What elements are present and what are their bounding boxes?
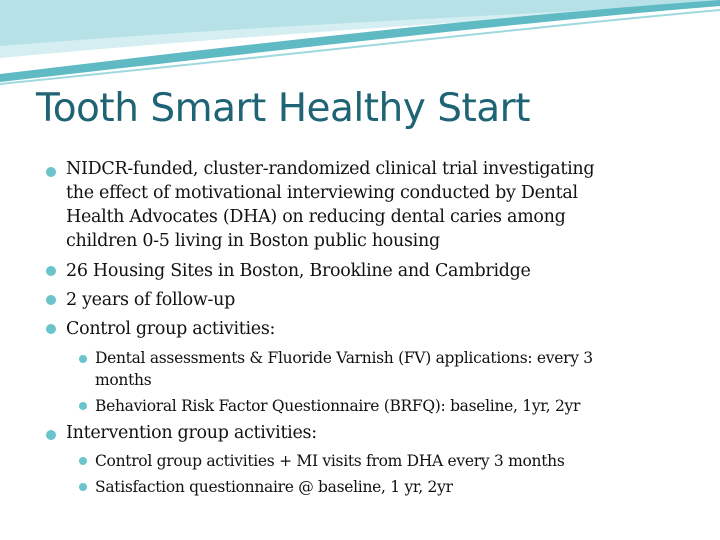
sub-bullet-dot-icon — [79, 355, 87, 363]
sub-bullet-dot-icon — [79, 402, 87, 410]
bullet-item — [66, 317, 275, 341]
bullet-dot-icon — [46, 167, 56, 177]
sub-bullet-dot-icon — [79, 457, 87, 465]
bullet-line: 2 years of follow-up — [66, 290, 235, 310]
bullet-dot-icon — [46, 324, 56, 334]
bullet-line: the effect of motivational interviewing conducted by Dental — [66, 183, 578, 203]
header-wave-decoration — [0, 0, 720, 90]
sub-bullet-line: Satisfaction questionnaire @ baseline, 1 yr, 2yr — [95, 478, 453, 496]
bullet-line: NIDCR-funded, cluster-randomized clinical trial investigating — [66, 159, 595, 179]
bullet-dot-icon — [46, 266, 56, 276]
sub-bullet-line: Behavioral Risk Factor Questionnaire (BRFQ): baseline, 1yr, 2yr — [95, 397, 581, 415]
bullet-item — [66, 288, 235, 312]
bullet-dot-icon — [46, 295, 56, 305]
bullet-line: Health Advocates (DHA) on reducing dental caries among — [66, 207, 566, 227]
bullet-item — [66, 421, 317, 445]
bullet-item — [66, 259, 531, 283]
sub-bullet-item — [95, 395, 580, 417]
sub-bullet-line: Dental assessments & Fluoride Varnish (FV) applications: every 3 — [95, 349, 593, 367]
bullet-item — [66, 157, 594, 253]
bullet-line: 26 Housing Sites in Boston, Brookline and Cambridge — [66, 261, 531, 281]
sub-bullet-line: Control group activities + MI visits from DHA every 3 months — [95, 452, 565, 470]
sub-bullet-item — [95, 476, 453, 498]
bullet-line: Control group activities: — [66, 319, 276, 339]
bullet-dot-icon — [46, 430, 56, 440]
slide-title: Tooth Smart Healthy Start — [36, 86, 531, 131]
sub-bullet-dot-icon — [79, 483, 87, 491]
sub-bullet-item — [95, 450, 565, 472]
sub-bullet-line: months — [95, 371, 152, 389]
bullet-line: Intervention group activities: — [66, 423, 317, 443]
bullet-line: children 0-5 living in Boston public housing — [66, 231, 440, 251]
sub-bullet-item — [95, 347, 593, 391]
